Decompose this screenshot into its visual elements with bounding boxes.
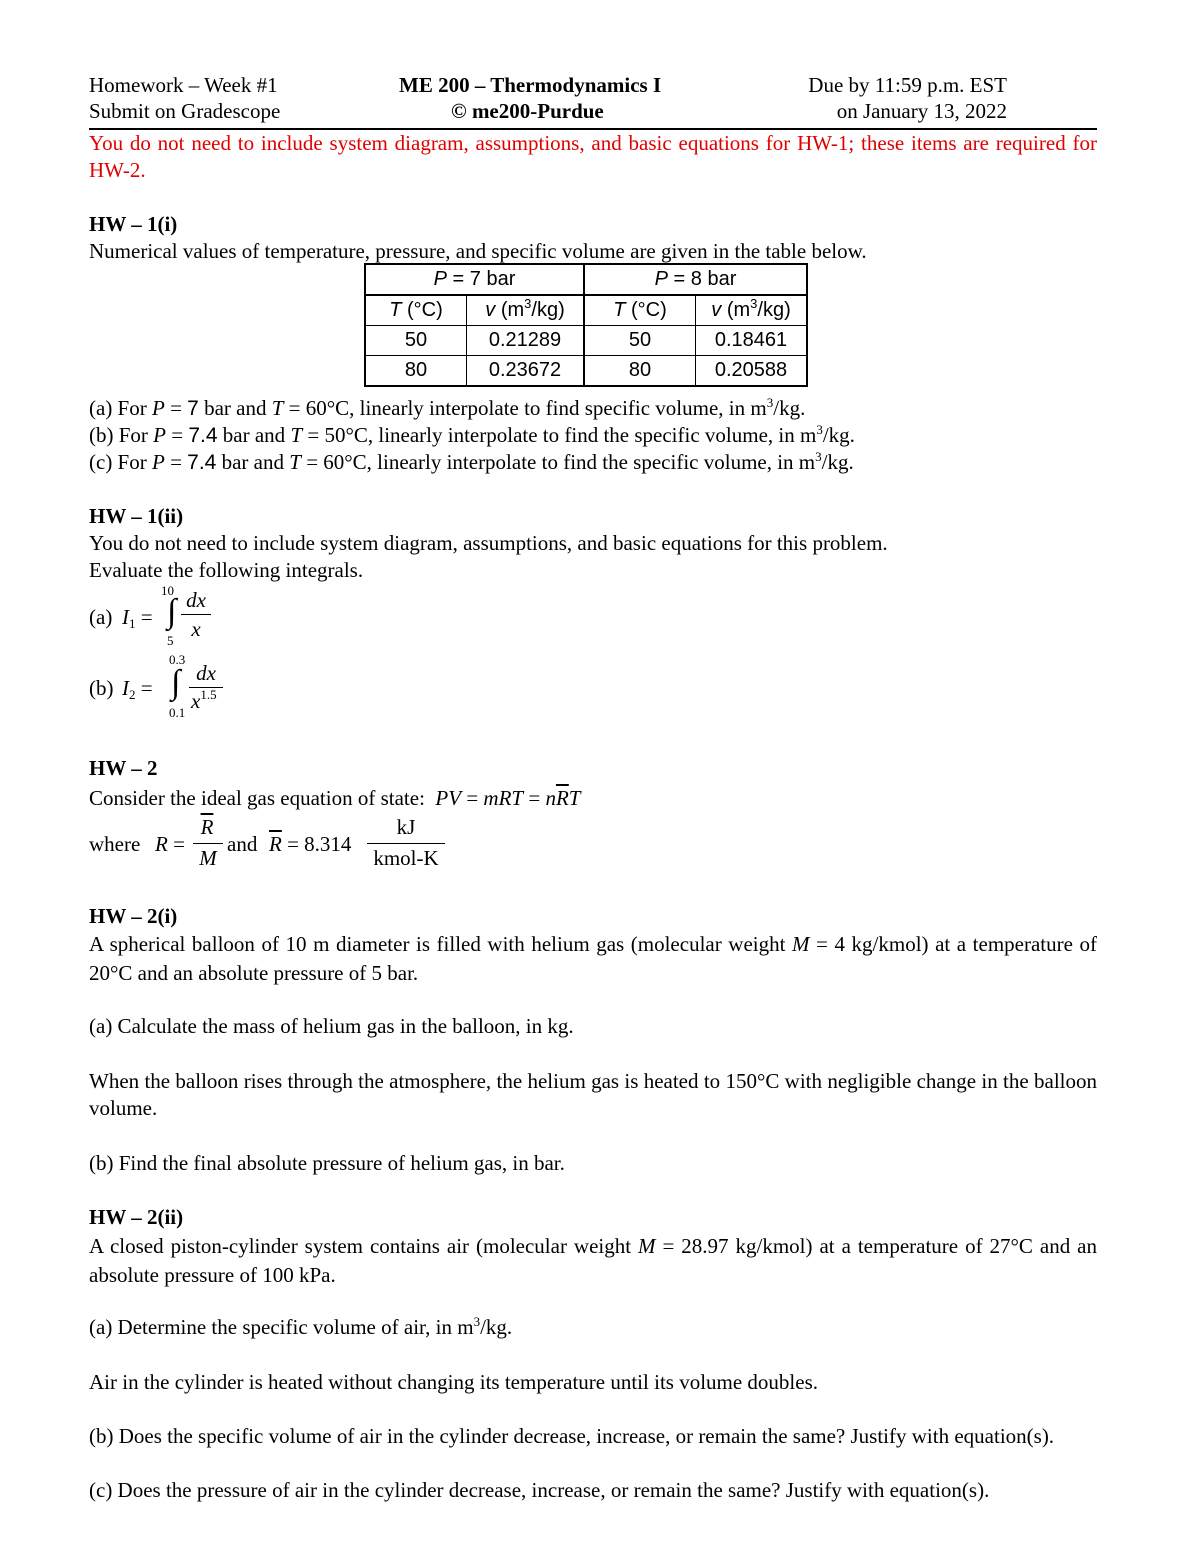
- header-assignment: Homework – Week #1: [89, 73, 278, 97]
- header-copyright: © me200-Purdue: [451, 99, 604, 123]
- table-cell: 50: [584, 326, 696, 356]
- integral-b-exponent: 1.5: [200, 687, 217, 702]
- hw1ii-line1: You do not need to include system diagram, assumptions, and basic equations for this problem.: [89, 531, 888, 555]
- hw2i-part-b: (b) Find the final absolute pressure of helium gas, in bar.: [89, 1151, 565, 1175]
- integral-b-upper: 0.3: [169, 652, 186, 667]
- hw1ii-line2: Evaluate the following integrals.: [89, 558, 364, 582]
- hw2i-problem: A spherical balloon of 10 m diameter is filled with helium gas (molecular weight M = 4 kg/kmol) at a temperature of 20°C and an absolute pressure of 5 bar.: [89, 932, 1097, 985]
- table-cell: 0.20588: [696, 356, 808, 387]
- integral-a-label: (a): [89, 605, 113, 629]
- hw2ii-problem: A closed piston-cylinder system contains air (molecular weight M = 28.97 kg/kmol) at a temperature of 27°C and an absolute pressure of 100 kPa.: [89, 1234, 1097, 1287]
- header-course: ME 200 – Thermodynamics I: [399, 73, 662, 97]
- table-cell: 0.23672: [467, 356, 585, 387]
- page-header: [89, 72, 1097, 130]
- hw1i-part-b: (b) For P = 7.4 bar and T = 50°C, linearly interpolate to find the specific volume, in $m^3/kg$.: [89, 422, 855, 447]
- table-header-t: T (°C): [365, 295, 467, 326]
- integral-a-lower: 5: [167, 633, 174, 648]
- hw2ii-part-b: (b) Does the specific volume of air in the cylinder decrease, increase, or remain the same? Justify with equation(s).: [89, 1424, 1055, 1448]
- hw1i-title: HW – 1(i): [89, 212, 178, 236]
- hw2i-context: When the balloon rises through the atmosphere, the helium gas is heated to 150°C with negligible change in the balloon volume.: [89, 1069, 1097, 1120]
- table-header-t: T (°C): [584, 295, 696, 326]
- integral-a: (a) $I_1$ = 10 ∫ 5 dx x: [89, 584, 289, 646]
- hw2-title: HW – 2: [89, 756, 158, 780]
- unit-denominator: kmol-K: [373, 846, 439, 870]
- integral-a-upper: 10: [161, 583, 174, 598]
- table-group-p7: P = 7 bar: [365, 264, 584, 295]
- hw2i-title: HW – 2(i): [89, 904, 178, 928]
- table-cell: 80: [365, 356, 467, 387]
- table-header-v: v $(m^3/kg)$: [696, 295, 808, 326]
- hw2i-part-a: (a) Calculate the mass of helium gas in the balloon, in kg.: [89, 1014, 574, 1038]
- hw2ii-title: HW – 2(ii): [89, 1205, 184, 1229]
- integral-sign: ∫: [167, 593, 177, 630]
- hw1i-intro: Numerical values of temperature, pressure, and specific volume are given in the table below.: [89, 239, 867, 263]
- property-table: [364, 263, 808, 387]
- table-cell: 0.21289: [467, 326, 585, 356]
- table-group-p8: P = 8 bar: [584, 264, 807, 295]
- hw1i-part-a: (a) For P = 7 bar and T = 60°C, linearly interpolate to find specific volume, in $m^3/kg$.: [89, 395, 806, 420]
- header-date: on January 13, 2022: [836, 99, 1007, 123]
- integral-b-lower: 0.1: [169, 705, 186, 720]
- hw2ii-part-c: (c) Does the pressure of air in the cylinder decrease, increase, or remain the same? Justify with equation(s).: [89, 1478, 990, 1502]
- header-due: Due by 11:59 p.m. EST: [808, 73, 1007, 97]
- unit-numerator: kJ: [396, 815, 416, 839]
- table-cell: 50: [365, 326, 467, 356]
- integral-sign: ∫: [171, 664, 181, 701]
- hw2ii-context: Air in the cylinder is heated without changing its temperature until its volume doubles.: [89, 1370, 819, 1394]
- header-submit: Submit on Gradescope: [89, 99, 281, 123]
- hw2-ideal-gas: Consider the ideal gas equation of state: PV = mRT = $n\overline{R}T$: [89, 786, 581, 810]
- hw2ii-part-a: (a) Determine the specific volume of air, in $m^3/kg$.: [89, 1314, 513, 1339]
- table-cell: 0.18461: [696, 326, 808, 356]
- table-cell: 80: [584, 356, 696, 387]
- gas-constant-definition: where R = $\overline{R}$ M and $\overline{R} = 8.314$ kJ kmol-K: [89, 815, 509, 877]
- table-header-v: v $(m^3/kg)$: [467, 295, 585, 326]
- hw1-notice: You do not need to include system diagram, assumptions, and basic equations for HW-1; these items are required for HW-2.: [89, 131, 1097, 182]
- hw1ii-title: HW – 1(ii): [89, 504, 184, 528]
- integral-b: (b) $I_2$ = 0.3 ∫ 0.1 dx $x^{1.5}$: [89, 653, 289, 719]
- integral-b-label: (b): [89, 676, 114, 700]
- hw1i-part-c: (c) For P = 7.4 bar and T = 60°C, linearly interpolate to find the specific volume, in $m^3/kg$.: [89, 449, 854, 474]
